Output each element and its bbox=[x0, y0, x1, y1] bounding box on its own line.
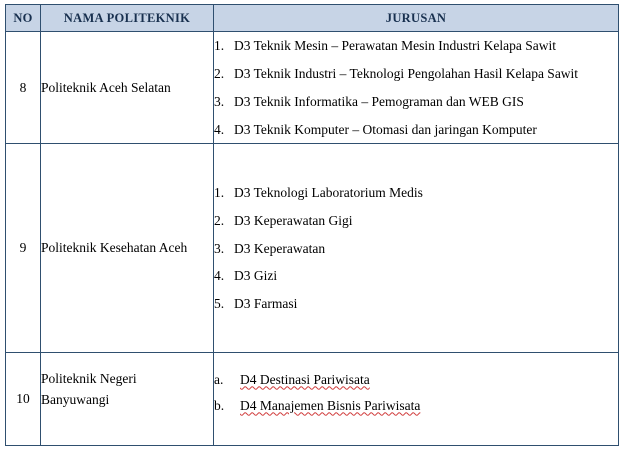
cell-no: 10 bbox=[6, 353, 41, 446]
list-text: D3 Keperawatan Gigi bbox=[234, 212, 353, 228]
list-item bbox=[214, 367, 618, 393]
table-row bbox=[6, 144, 619, 353]
list-item bbox=[214, 262, 618, 290]
list-text: D3 Teknik Industri – Teknologi Pengolahan Hasil Kelapa Sawit bbox=[234, 65, 579, 81]
column-header-jurusan: JURUSAN bbox=[214, 5, 619, 32]
list-marker: 3. bbox=[214, 93, 225, 109]
table-body bbox=[6, 32, 619, 446]
list-text: D3 Teknik Informatika – Pemograman dan WEB GIS bbox=[234, 93, 524, 109]
cell-nama-politeknik bbox=[41, 353, 214, 446]
list-text: D3 Gizi bbox=[234, 268, 278, 284]
list-item bbox=[214, 32, 618, 60]
cell-nama-politeknik bbox=[41, 32, 214, 144]
cell-jurusan bbox=[214, 144, 619, 353]
cell-jurusan bbox=[214, 353, 619, 446]
list-marker: 2. bbox=[214, 212, 225, 228]
list-marker: 5. bbox=[214, 296, 225, 312]
list-item bbox=[214, 235, 618, 263]
list-marker: 4. bbox=[214, 268, 225, 284]
table-row bbox=[6, 353, 619, 446]
table-row bbox=[6, 32, 619, 144]
list-text: D3 Teknik Mesin – Perawatan Mesin Industri Kelapa Sawit bbox=[234, 38, 556, 53]
politeknik-name: Politeknik Negeri bbox=[41, 371, 137, 387]
list-marker: 3. bbox=[214, 240, 225, 256]
list-marker: 1. bbox=[214, 184, 225, 200]
table-header bbox=[6, 5, 619, 32]
jurusan-list bbox=[214, 367, 618, 419]
list-item bbox=[214, 116, 618, 144]
jurusan-list bbox=[214, 179, 618, 318]
document-page bbox=[0, 4, 626, 457]
politeknik-name-line2: Banyuwangi bbox=[41, 391, 110, 407]
politeknik-name: Politeknik Kesehatan Aceh bbox=[41, 240, 188, 256]
header-row bbox=[6, 5, 619, 32]
list-item bbox=[214, 88, 618, 116]
list-item bbox=[214, 60, 618, 88]
cell-no: 8 bbox=[6, 32, 41, 144]
list-marker: b. bbox=[214, 398, 225, 414]
jurusan-list bbox=[214, 32, 618, 143]
list-text: D4 Destinasi Pariwisata bbox=[240, 372, 370, 388]
politeknik-name: Politeknik Aceh Selatan bbox=[41, 79, 171, 95]
cell-no: 9 bbox=[6, 144, 41, 353]
list-marker: 1. bbox=[214, 38, 225, 53]
list-text: D3 Teknologi Laboratorium Medis bbox=[234, 184, 423, 200]
list-item bbox=[214, 290, 618, 318]
list-marker: a. bbox=[214, 372, 224, 388]
cell-nama-politeknik bbox=[41, 144, 214, 353]
list-item bbox=[214, 179, 618, 207]
politeknik-table bbox=[5, 4, 619, 446]
list-item bbox=[214, 393, 618, 419]
list-text: D3 Farmasi bbox=[234, 296, 298, 312]
list-marker: 2. bbox=[214, 65, 225, 81]
list-item bbox=[214, 207, 618, 235]
list-text: D3 Keperawatan bbox=[234, 240, 326, 256]
list-marker: 4. bbox=[214, 121, 225, 137]
column-header-nama-politeknik: NAMA POLITEKNIK bbox=[41, 5, 214, 32]
cell-jurusan bbox=[214, 32, 619, 144]
list-text: D4 Manajemen Bisnis Pariwisata bbox=[240, 398, 421, 414]
column-header-no: NO bbox=[6, 5, 41, 32]
list-text: D3 Teknik Komputer – Otomasi dan jaringan Komputer bbox=[234, 121, 537, 137]
